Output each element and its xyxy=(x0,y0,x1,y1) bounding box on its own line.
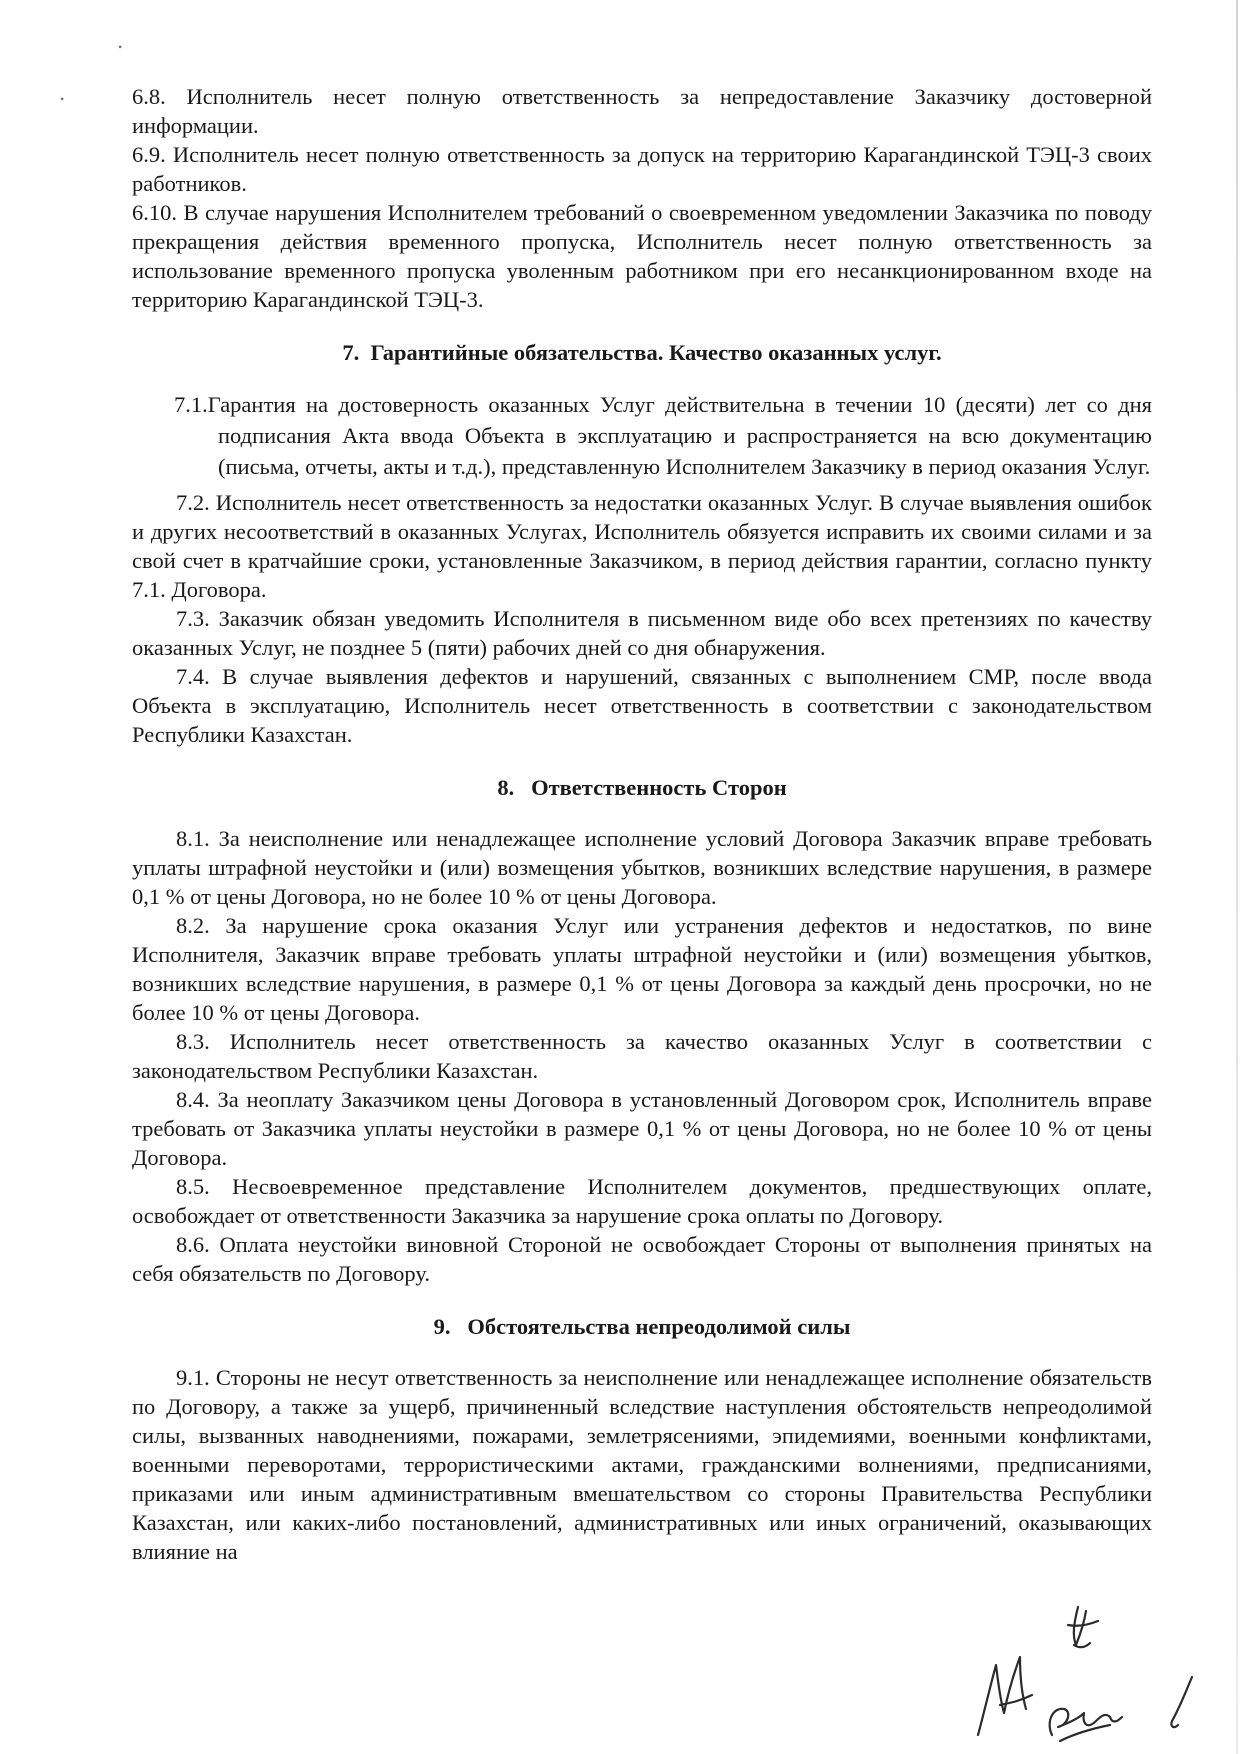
paragraph-6-8: 6.8. Исполнитель несет полную ответственность за непредоставление Заказчику достоверной информации. xyxy=(132,84,1152,138)
section-7-title: Гарантийные обязательства. Качество оказанных услуг. xyxy=(370,340,942,365)
section-9-number: 9. xyxy=(433,1314,451,1339)
signatures xyxy=(960,1595,1210,1745)
scan-speck: • xyxy=(118,40,123,54)
section-7-number: 7. xyxy=(342,340,360,365)
paragraph-8-4: 8.4. За неоплату Заказчиком цены Договора в установленный Договором срок, Исполнитель вправе требовать от Заказчика уплаты неустойки в размере 0,1 % от цены Договора, но не более 10 % от цены Договора. xyxy=(132,1087,1152,1170)
paragraph-6-10: 6.10. В случае нарушения Исполнителем требований о своевременном уведомлении Заказчика по поводу прекращения действия временного пропуска, Исполнитель несет полную ответственность за использование временного пропуска уволенным работником при его несанкционированном входе на территорию Карагандинской ТЭЦ-3. xyxy=(132,200,1152,312)
document-page xyxy=(132,82,1152,1566)
scan-edge xyxy=(1236,0,1238,1754)
scan-speck: • xyxy=(60,92,65,106)
paragraph-8-3: 8.3. Исполнитель несет ответственность за качество оказанных Услуг в соответствии с законодательством Республики Казахстан. xyxy=(132,1029,1152,1083)
paragraph-8-2: 8.2. За нарушение срока оказания Услуг или устранения дефектов и недостатков, по вине Исполнителя, Заказчик вправе требовать уплаты штрафной неустойки и (или) возмещения убытков, возникших вследствие нарушения, в размере 0,1 % от цены Договора за каждый день просрочки, но не более 10 % от цены Договора. xyxy=(132,913,1152,1025)
paragraph-7-3: 7.3. Заказчик обязан уведомить Исполнителя в письменном виде обо всех претензиях по качеству оказанных Услуг, не позднее 5 (пяти) рабочих дней со дня обнаружения. xyxy=(132,606,1152,660)
section-9-heading xyxy=(132,1312,1152,1341)
paragraph-7-1: 7.1.Гарантия на достоверность оказанных Услуг действительна в течении 10 (десяти) лет со дня подписания Акта ввода Объекта в эксплуатацию и распространяется на всю документацию (письма, отчеты, акты и т.д.), представленную Исполнителем Заказчику в период оказания Услуг. xyxy=(174,392,1152,479)
paragraph-8-5: 8.5. Несвоевременное представление Исполнителем документов, предшествующих оплате, освобождает от ответственности Заказчика за нарушение срока оплаты по Договору. xyxy=(132,1174,1152,1228)
paragraph-7-4: 7.4. В случае выявления дефектов и нарушений, связанных с выполнением СМР, после ввода Объекта в эксплуатацию, Исполнитель несет ответственность в соответствии с законодательством Республики Казахстан. xyxy=(132,664,1152,747)
section-7-heading xyxy=(132,338,1152,367)
handwritten-initials-icon xyxy=(960,1595,1210,1745)
paragraph-8-6: 8.6. Оплата неустойки виновной Стороной не освобождает Стороны от выполнения принятых на себя обязательств по Договору. xyxy=(132,1232,1152,1286)
section-8-heading xyxy=(132,773,1152,802)
section-8-number: 8. xyxy=(497,775,515,800)
section-9-title: Обстоятельства непреодолимой силы xyxy=(467,1314,851,1339)
paragraph-6-9: 6.9. Исполнитель несет полную ответственность за допуск на территорию Карагандинской ТЭЦ-3 своих работников. xyxy=(132,142,1152,196)
paragraph-9-1: 9.1. Стороны не несут ответственность за неисполнение или ненадлежащее исполнение обязательств по Договору, а также за ущерб, причиненный вследствие наступления обстоятельств непреодолимой силы, вызванных наводнениями, пожарами, землетрясениями, эпидемиями, военными конфликтами, военными переворотами, террористическими актами, гражданскими волнениями, предписаниями, приказами или иным административным вмешательством со стороны Правительства Республики Казахстан, или каких-либо постановлений, административных или иных ограничений, оказывающих влияние на xyxy=(132,1365,1152,1564)
paragraph-8-1: 8.1. За неисполнение или ненадлежащее исполнение условий Договора Заказчик вправе требовать уплаты штрафной неустойки и (или) возмещения убытков, возникших вследствие нарушения, в размере 0,1 % от цены Договора, но не более 10 % от цены Договора. xyxy=(132,826,1152,909)
paragraph-7-2: 7.2. Исполнитель несет ответственность за недостатки оказанных Услуг. В случае выявления ошибок и других несоответствий в оказанных Услугах, Исполнитель обязуется исправить их своими силами и за свой счет в кратчайшие сроки, установленные Заказчиком, в период действия гарантии, согласно пункту 7.1. Договора. xyxy=(132,490,1152,602)
section-8-title: Ответственность Сторон xyxy=(531,775,787,800)
